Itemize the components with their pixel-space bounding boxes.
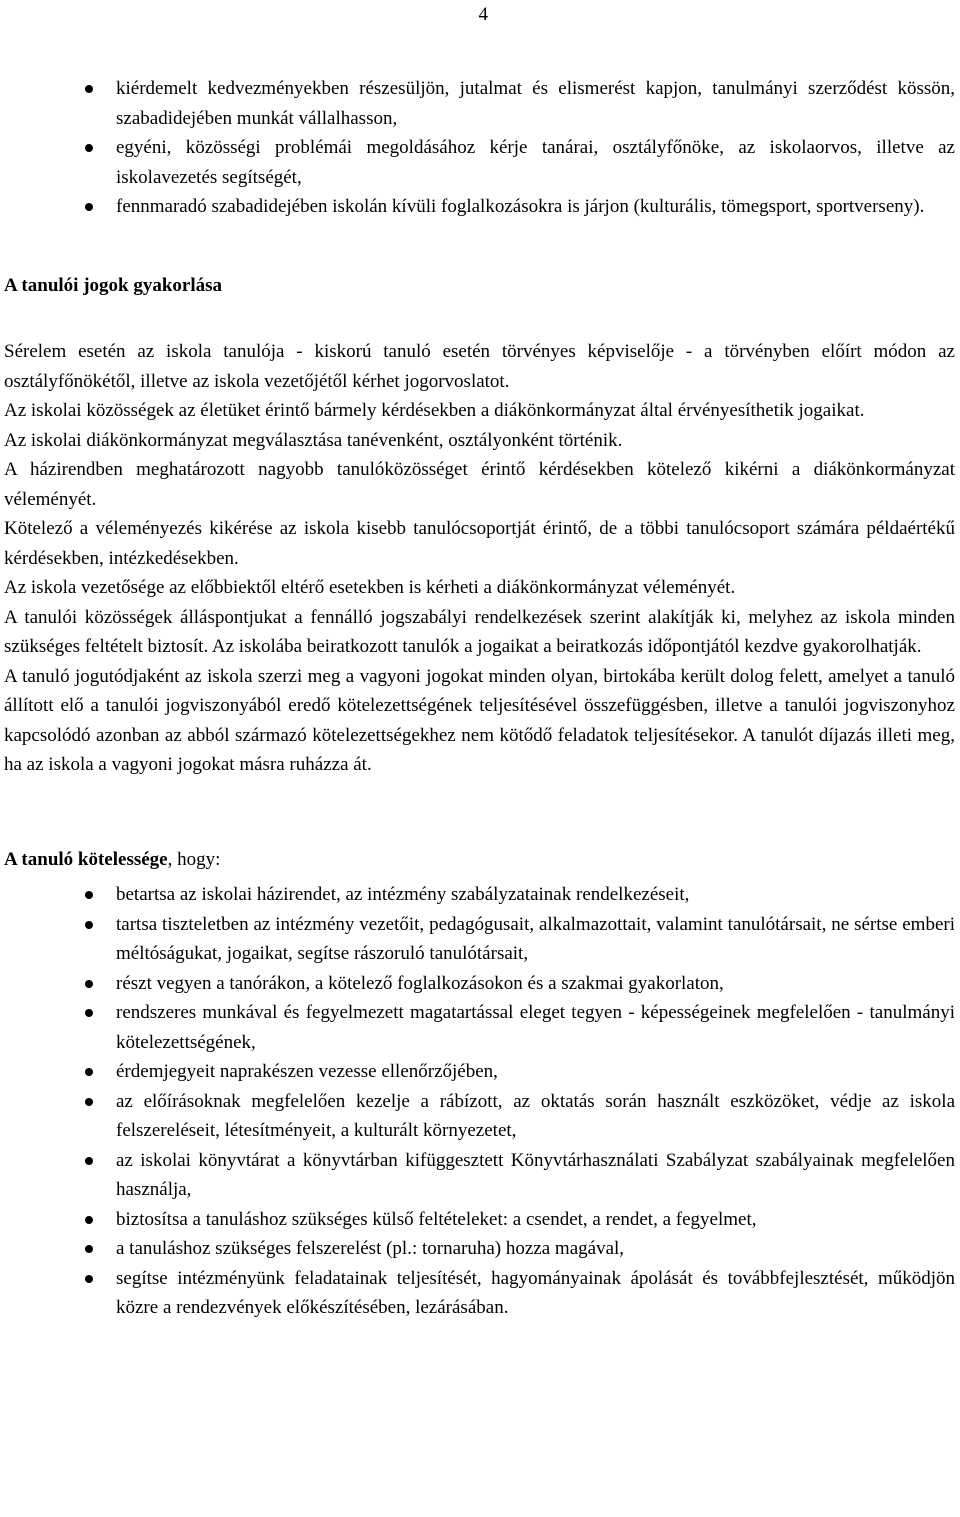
- list-item-text: kiérdemelt kedvezményekben részesüljön, jutalmat és elismerést kapjon, tanulmányi szerződést kössön, szabadidejében munkát vállalhasson,: [116, 78, 955, 129]
- bullet-icon: [85, 980, 93, 988]
- list-item-text: rendszeres munkával és fegyelmezett magatartással eleget tegyen - képességeinek megfelelően - tanulmányi kötelezettségének,: [116, 1002, 955, 1053]
- paragraph: Az iskolai közösségek az életüket érintő bármely kérdésekben a diákönkormányzat által érvényesíthetik jogaikat.: [4, 400, 865, 421]
- bullet-icon: [85, 1098, 93, 1106]
- list-item: [4, 910, 955, 969]
- list-item: [4, 1234, 955, 1264]
- bullet-icon: [85, 1157, 93, 1165]
- list-item-text: érdemjegyeit naprakészen vezesse ellenőrzőjében,: [116, 1061, 498, 1082]
- list-item-text: segítse intézményünk feladatainak teljesítését, hagyományainak ápolását és továbbfejlesztését, működjön közre a rendezvények előkészítésében, lezárásában.: [116, 1267, 955, 1318]
- bullet-icon: [85, 891, 93, 899]
- list-item: [4, 880, 955, 910]
- paragraph: Sérelem esetén az iskola tanulója - kiskorú tanuló esetén törvényes képviselője - a törvényben előírt módon az osztályfőnökétől, illetve az iskola vezetőjétől kérhet jogorvoslatot.: [4, 341, 955, 392]
- duties-heading-bold: A tanuló kötelessége: [4, 848, 168, 870]
- paragraph: A tanuló jogutódjaként az iskola szerzi meg a vagyoni jogokat minden olyan, birtokába került dolog felett, amelyet a tanuló állított elő a tanulói jogviszonyából eredő kötelezettségének teljesítésével összefüggésben, illetve a tanulói jogviszonyhoz kapcsolódó azonban az abból származó kötelezettségekhez nem kötődő feladatok teljesítésekor. A tanulót díjazás illeti meg, ha az iskola a vagyoni jogokat másra ruházza át.: [4, 665, 955, 775]
- duties-bullet-list: [4, 880, 955, 1323]
- bullet-icon: [85, 1068, 93, 1076]
- document-body: [4, 74, 955, 1323]
- bullet-icon: [85, 1245, 93, 1253]
- page-number: 4: [478, 4, 488, 25]
- list-item-text: a tanuláshoz szükséges felszerelést (pl.: tornaruha) hozza magával,: [116, 1238, 625, 1259]
- paragraph: Kötelező a véleményezés kikérése az iskola kisebb tanulócsoportját érintő, de a többi tanulócsoport számára példaértékű kérdésekben, intézkedésekben.: [4, 518, 955, 569]
- paragraph: Az iskolai diákönkormányzat megválasztása tanévenként, osztályonként történik.: [4, 429, 623, 451]
- paragraph: Az iskola vezetősége az előbbiektől eltérő esetekben is kérheti a diákönkormányzat véleményét.: [4, 577, 736, 598]
- list-item-text: biztosítsa a tanuláshoz szükséges külső feltételeket: a csendet, a rendet, a fegyelmet,: [116, 1208, 757, 1230]
- list-item: [4, 1087, 955, 1146]
- list-item-text: egyéni, közösségi problémái megoldásához kérje tanárai, osztályfőnöke, az iskolaorvos, illetve az iskolavezetés segítségét,: [116, 137, 955, 188]
- list-item: [4, 192, 955, 222]
- bullet-icon: [85, 203, 93, 211]
- list-item: [4, 998, 955, 1057]
- bullet-icon: [85, 921, 93, 929]
- bullet-icon: [85, 85, 93, 93]
- list-item: [4, 133, 955, 192]
- rights-section: [4, 337, 955, 780]
- paragraph: A tanulói közösségek álláspontjukat a fennálló jogszabályi rendelkezések szerint alakítják ki, melyhez az iskola minden szükséges feltételt biztosít. Az iskolába beiratkozott tanulók a jogaikat a beiratkozás időpontjától kezdve gyakorolhatják.: [4, 606, 955, 657]
- list-item-text: részt vegyen a tanórákon, a kötelező foglalkozásokon és a szakmai gyakorlaton,: [116, 972, 724, 994]
- list-item: [4, 1264, 955, 1323]
- duties-heading-rest: , hogy:: [167, 848, 221, 870]
- list-item: [4, 74, 955, 133]
- list-item-text: betartsa az iskolai házirendet, az intézmény szabályzatainak rendelkezéseit,: [116, 884, 690, 905]
- bullet-icon: [85, 144, 93, 152]
- bullet-icon: [85, 1275, 93, 1283]
- list-item-text: az előírásoknak megfelelően kezelje a rábízott, az oktatás során használt eszközöket, védje az iskola felszereléseit, létesítményeit, a kulturált környezetet,: [116, 1090, 955, 1141]
- bullet-icon: [85, 1009, 93, 1017]
- list-item: [4, 1205, 955, 1235]
- duties-heading: [4, 845, 955, 875]
- list-item: [4, 1146, 955, 1205]
- rights-heading: A tanulói jogok gyakorlása: [4, 274, 223, 296]
- list-item: [4, 1057, 955, 1087]
- paragraph: A házirendben meghatározott nagyobb tanulóközösséget érintő kérdésekben kötelező kikérni a diákönkormányzat véleményét.: [4, 459, 955, 510]
- list-item-text: tartsa tiszteletben az intézmény vezetőit, pedagógusait, alkalmazottait, valamint tanulótársait, ne sértse emberi méltóságukat, jogaikat, segítse rászoruló tanulótársait,: [116, 913, 955, 964]
- top-bullet-list: [4, 74, 955, 222]
- bullet-icon: [85, 1216, 93, 1224]
- list-item: [4, 969, 955, 999]
- list-item-text: az iskolai könyvtárat a könyvtárban kifüggesztett Könyvtárhasználati Szabályzat szabályainak megfelelően használja,: [116, 1149, 955, 1200]
- list-item-text: fennmaradó szabadidejében iskolán kívüli foglalkozásokra is járjon (kulturális, tömegsport, sportverseny).: [116, 196, 925, 217]
